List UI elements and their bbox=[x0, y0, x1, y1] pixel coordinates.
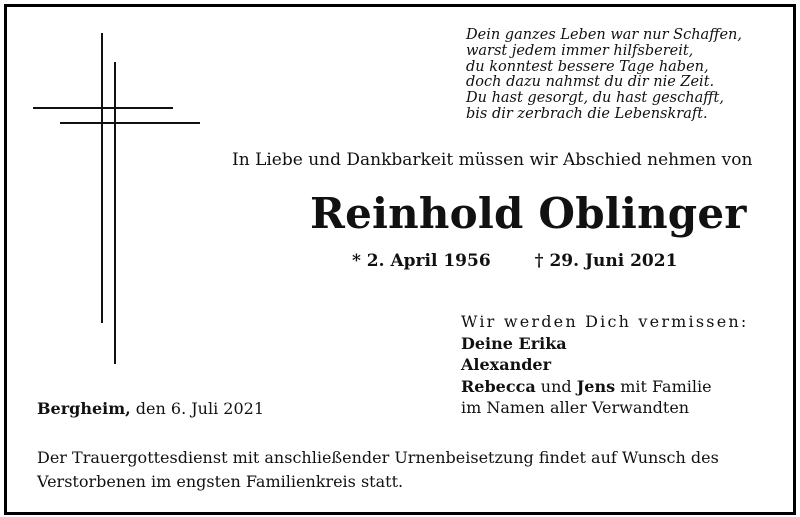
mourners-lead: Wir werden Dich vermissen: bbox=[461, 312, 749, 331]
poem-line: du konntest bessere Tage haben, bbox=[466, 58, 709, 75]
mourner-line: im Namen aller Verwandten bbox=[461, 398, 690, 417]
mourner-line: Deine Erika bbox=[461, 333, 567, 353]
place-date: den 6. Juli 2021 bbox=[130, 399, 265, 418]
service-notice: Der Trauergottesdienst mit anschließender Urnenbeisetzung findet auf Wunsch des Verstorbenen im engsten Familienkreis statt. bbox=[37, 448, 719, 491]
mourner-conjunction: und bbox=[535, 376, 577, 396]
mourner-name: Jens bbox=[576, 376, 616, 396]
cross-vertical-bar-1 bbox=[101, 33, 103, 323]
poem-line: warst jedem immer hilfsbereit, bbox=[466, 42, 694, 59]
place-town: Bergheim, bbox=[37, 399, 131, 418]
mourners-block bbox=[461, 311, 748, 419]
poem-line: Dein ganzes Leben war nur Schaffen, bbox=[466, 27, 743, 43]
mourner-line: Alexander bbox=[461, 355, 552, 374]
death-date: † 29. Juni 2021 bbox=[534, 251, 678, 271]
birth-date: * 2. April 1956 bbox=[352, 251, 491, 271]
life-dates bbox=[352, 251, 677, 271]
poem-line: Du hast gesorgt, du hast geschafft, bbox=[466, 90, 724, 107]
poem-line: bis dir zerbrach die Lebenskraft. bbox=[466, 105, 708, 122]
intro-text: In Liebe und Dankbarkeit müssen wir Abschied nehmen von bbox=[232, 150, 753, 170]
deceased-name: Reinhold Oblinger bbox=[310, 189, 747, 238]
mourner-name: Rebecca bbox=[461, 376, 536, 396]
poem bbox=[466, 28, 742, 123]
mourner-line bbox=[461, 376, 748, 398]
poem-line: doch dazu nahmst du dir nie Zeit. bbox=[466, 74, 715, 91]
cross-horizontal-bar-2 bbox=[60, 122, 200, 124]
mourner-suffix: mit Familie bbox=[615, 376, 712, 396]
place-and-date bbox=[37, 399, 264, 418]
cross-horizontal-bar-1 bbox=[33, 107, 173, 109]
